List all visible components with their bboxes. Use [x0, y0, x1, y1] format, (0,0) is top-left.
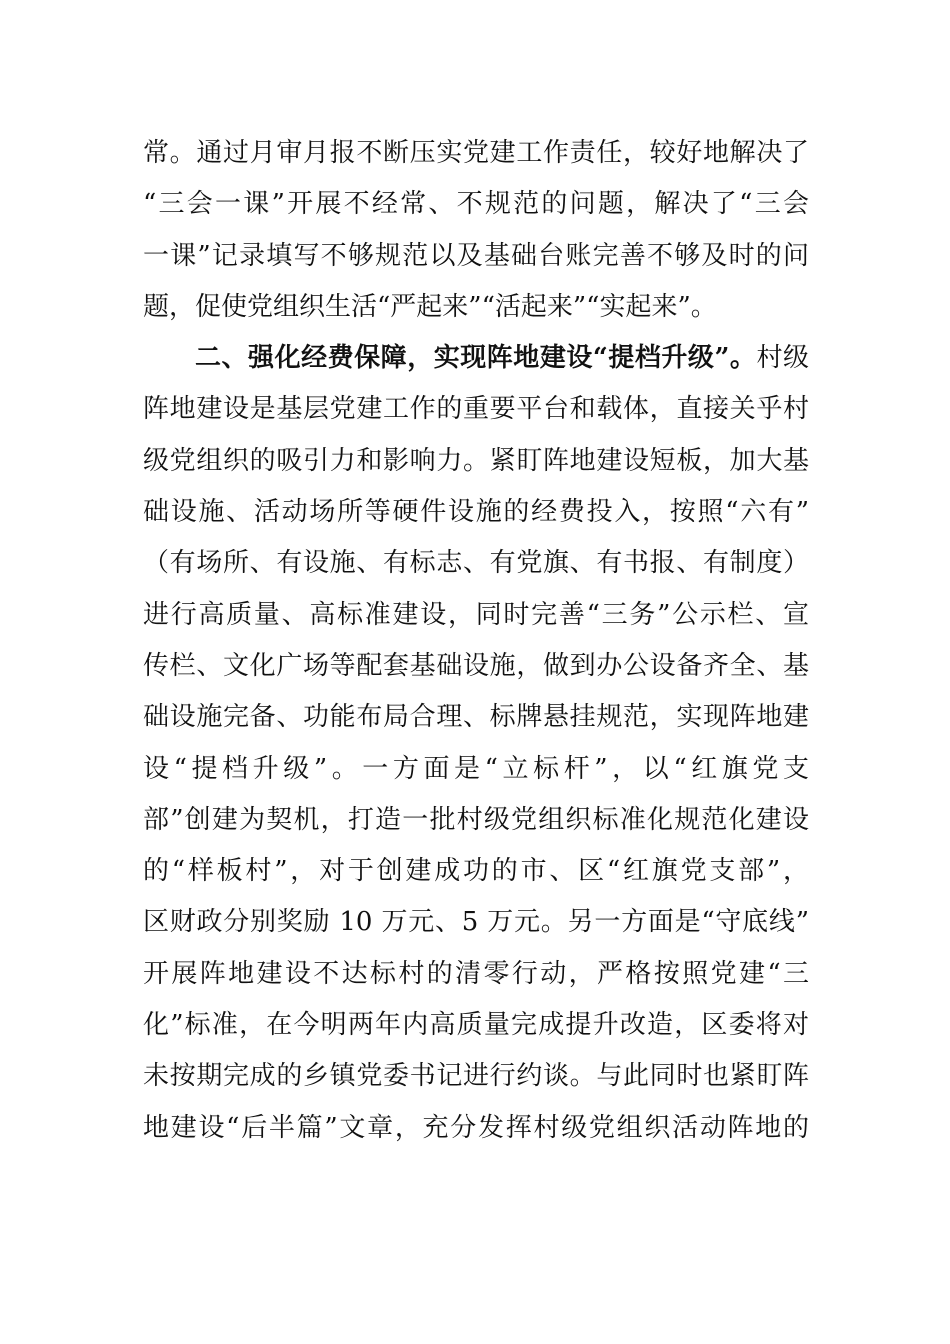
paragraph-line: 进行高质量、高标准建设，同时完善“三务”公示栏、宣 — [143, 599, 809, 630]
paragraph-line: 础设施完备、功能布局合理、标牌悬挂规范，实现阵地建 — [143, 702, 809, 733]
paragraph-line: 级党组织的吸引力和影响力。紧盯阵地建设短板，加大基 — [143, 445, 809, 476]
paragraph-line: 一课”记录填写不够规范以及基础台账完善不够及时的问 — [143, 240, 809, 271]
paragraph-line: 地建设“后半篇”文章，充分发挥村级党组织活动阵地的 — [143, 1112, 809, 1143]
paragraph-line: 开展阵地建设不达标村的清零行动，严格按照党建“三 — [143, 958, 809, 989]
section-heading-line — [143, 333, 809, 384]
paragraph-line: “三会一课”开展不经常、不规范的问题，解决了“三会 — [143, 189, 809, 220]
paragraph-line: （有场所、有设施、有标志、有党旗、有书报、有制度） — [143, 548, 809, 579]
paragraph-line: 常。通过月审月报不断压实党建工作责任，较好地解决了 — [143, 138, 809, 168]
paragraph-line: 区财政分别奖励 10 万元、5 万元。另一方面是“守底线” — [143, 907, 809, 938]
paragraph-line: 化”标准，在今明两年内高质量完成提升改造，区委将对 — [143, 1010, 809, 1041]
paragraph-line: 题，促使党组织生活“严起来”“活起来”“实起来”。 — [143, 291, 717, 322]
paragraph-line: 设“提档升级”。一方面是“立标杆”，以“红旗党支 — [143, 753, 809, 784]
paragraph-text: 村级 — [756, 343, 809, 374]
paragraph-line: 未按期完成的乡镇党委书记进行约谈。与此同时也紧盯阵 — [143, 1061, 809, 1092]
document-body — [143, 128, 809, 1154]
paragraph-line: 部”创建为契机，打造一批村级党组织标准化规范化建设 — [143, 804, 809, 835]
paragraph-line: 传栏、文化广场等配套基础设施，做到办公设备齐全、基 — [143, 650, 809, 681]
paragraph-line: 阵地建设是基层党建工作的重要平台和载体，直接关乎村 — [143, 394, 809, 425]
section-heading: 二、强化经费保障，实现阵地建设“提档升级”。 — [195, 343, 757, 374]
paragraph-line: 础设施、活动场所等硬件设施的经费投入，按照“六有” — [143, 497, 809, 528]
paragraph-line: 的“样板村”，对于创建成功的市、区“红旗党支部”， — [143, 856, 809, 887]
